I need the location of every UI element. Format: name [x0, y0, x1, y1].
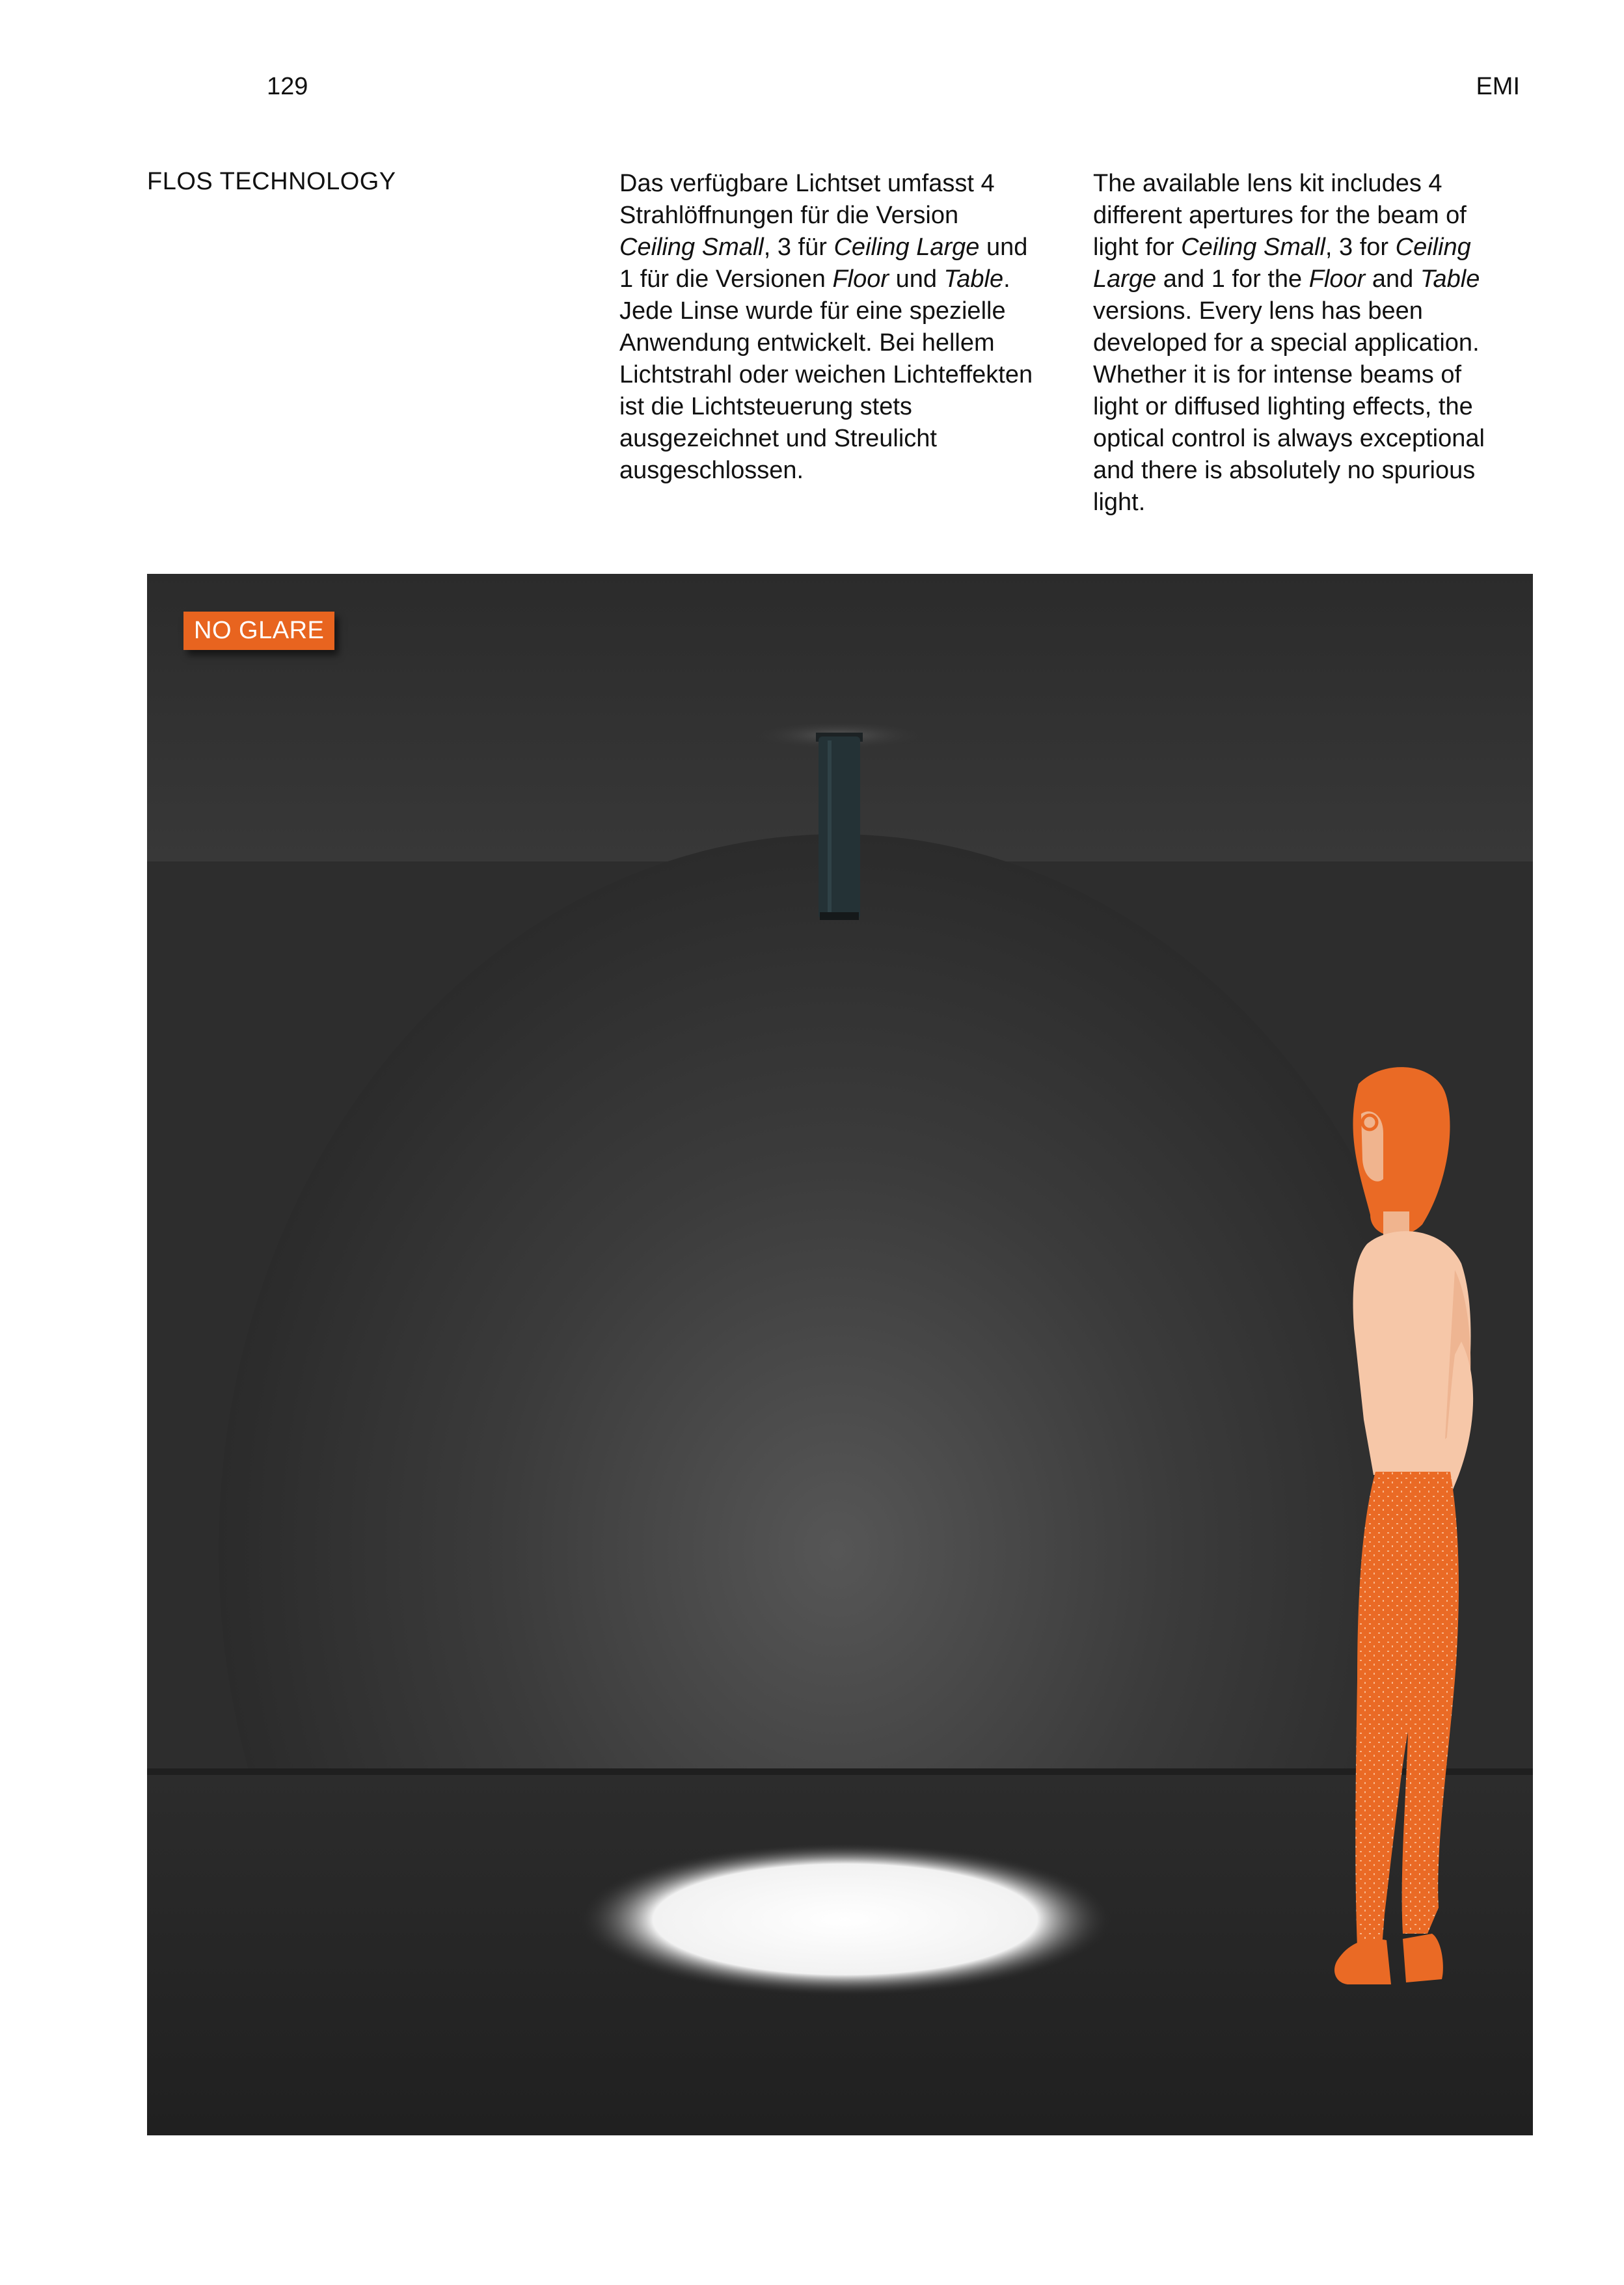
- text-column-german: [619, 168, 1036, 487]
- text-run: Das verfügbare Lichtset umfasst 4 Strahlöffnungen für die Version: [619, 170, 995, 229]
- english-paragraph: [1093, 168, 1509, 519]
- floor-edge: [147, 1768, 1533, 1775]
- italic-product-name: Floor: [832, 265, 889, 293]
- text-run: und: [889, 265, 944, 293]
- italic-product-name: Table: [1420, 265, 1480, 293]
- floor-light-pool: [578, 1843, 1112, 1996]
- text-column-english: [1093, 168, 1509, 519]
- italic-product-name: Ceiling Large: [833, 234, 980, 261]
- german-paragraph: [619, 168, 1036, 487]
- text-run: . Jede Linse wurde für eine spezielle Anwendung entwickelt. Bei hellem Lichtstrahl oder weichen Lichteffekten ist die Lichtsteuerung stets ausgezeichnet und Streulicht ausgeschlossen.: [619, 265, 1033, 484]
- italic-product-name: Floor: [1308, 265, 1366, 293]
- no-glare-badge: NO GLARE: [183, 612, 334, 650]
- lighting-illustration: [147, 574, 1533, 2135]
- text-run: and: [1365, 265, 1420, 293]
- text-run: , 3 für: [763, 234, 834, 261]
- brand-name: EMI: [1476, 73, 1520, 100]
- text-run: The available lens kit includes 4 different apertures for the beam of light for: [1093, 170, 1467, 261]
- ceiling-lamp: [816, 733, 863, 920]
- text-run: , 3 for: [1325, 234, 1396, 261]
- room-scene: [147, 574, 1533, 2135]
- text-run: versions. Every lens has been developed for a special application. Whether it is for intense beams of light or diffused lighting effects, the optical control is always exceptional and there is absolutely no spurious light.: [1093, 297, 1485, 516]
- text-run: und 1 für die Versionen: [619, 234, 1028, 293]
- text-run: and 1 for the: [1156, 265, 1309, 293]
- italic-product-name: Table: [943, 265, 1004, 293]
- italic-product-name: Ceiling Small: [1181, 234, 1325, 261]
- section-label: FLOS TECHNOLOGY: [147, 168, 396, 195]
- italic-product-name: Ceiling Small: [619, 234, 764, 261]
- italic-product-name: Ceiling Large: [1093, 234, 1471, 293]
- page-number: 129: [267, 73, 308, 100]
